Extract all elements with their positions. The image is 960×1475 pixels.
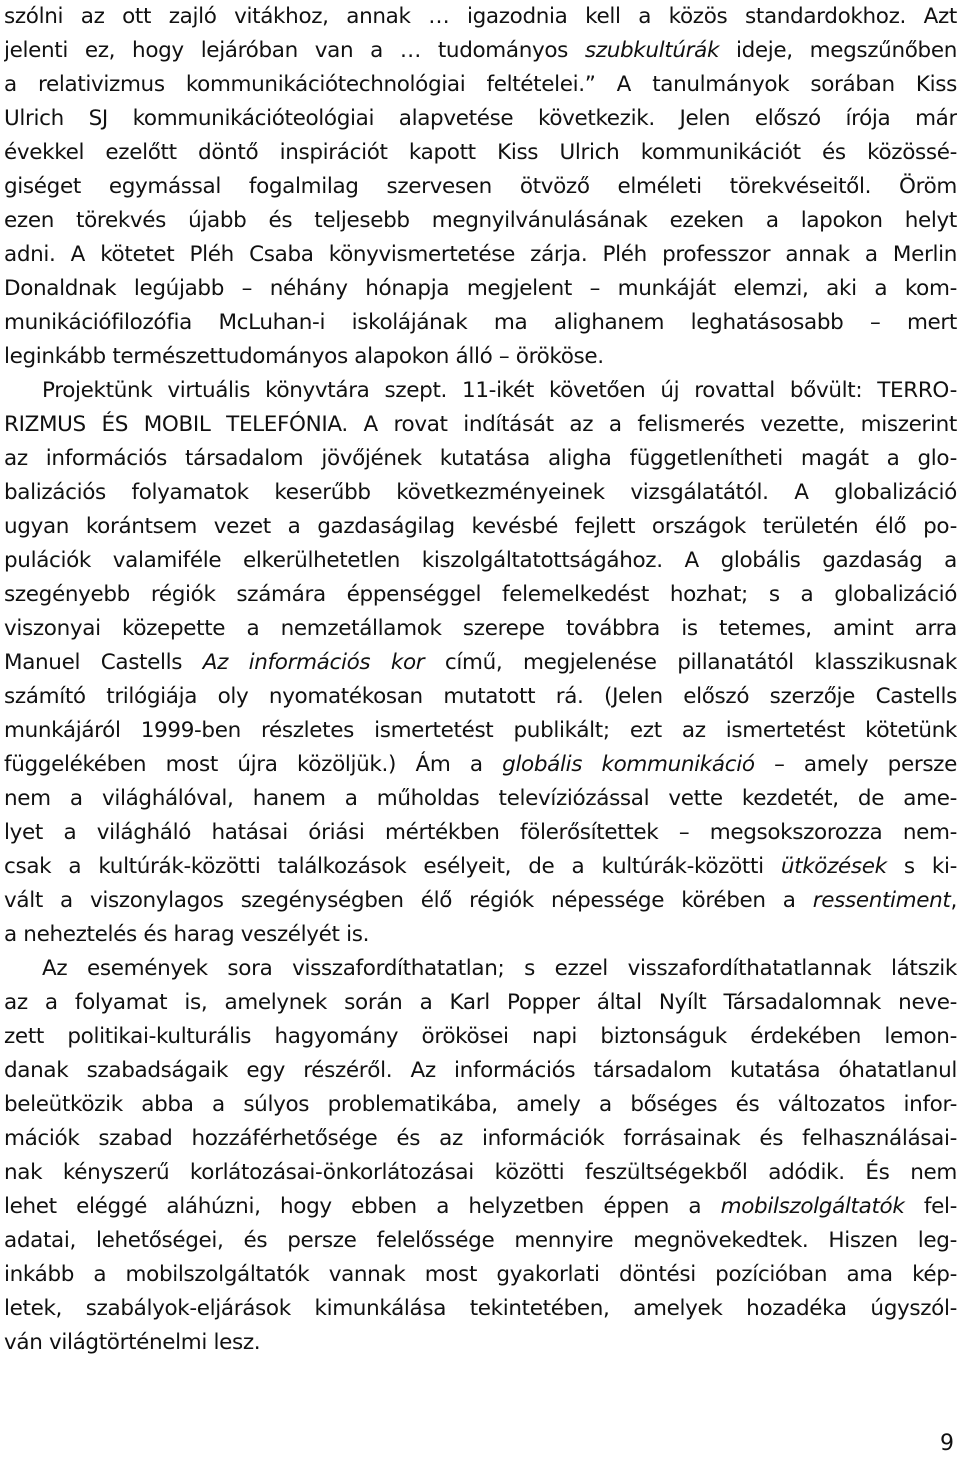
text-line — [4, 170, 957, 204]
text-segment: az a folyamat is, amelynek során a Karl Popper által Nyílt Társadalomnak neve- — [4, 990, 957, 1015]
text-segment: – amely persze — [754, 752, 957, 777]
text-segment: , — [950, 888, 957, 913]
text-segment: pulációk valamiféle elkerülhetetlen kiszolgáltatottságához. A globális gazdaság a — [4, 548, 957, 573]
text-line — [4, 1122, 957, 1156]
text-segment: a relativizmus kommunikációtechnológiai feltételei.” A tanulmányok sorában Kiss — [4, 72, 957, 97]
text-segment: jelenti ez, hogy lejáróban van a … tudományos — [4, 38, 585, 63]
text-segment: danak szabadságaik egy részéről. Az információs társadalom kutatása óhatatlanul — [4, 1058, 957, 1083]
text-line — [4, 714, 957, 748]
text-line — [4, 340, 957, 374]
text-segment: lehet eléggé aláhúzni, hogy ebben a helyzetben éppen a — [4, 1194, 721, 1219]
text-line — [4, 374, 957, 408]
text-line — [4, 986, 957, 1020]
italic-text: ressentiment — [812, 888, 951, 913]
italic-text: szubkultúrák — [584, 38, 720, 63]
text-line — [4, 408, 957, 442]
text-segment: Ulrich SJ kommunikációteológiai alapvetése következik. Jelen előszó írója már — [4, 106, 957, 131]
text-segment: beleütközik abba a súlyos problematikába, amely a bőséges és változatos infor- — [4, 1092, 957, 1117]
text-segment: lyet a világháló hatásai óriási mértékben fölerősítettek – megsokszorozza nem- — [4, 820, 957, 845]
text-segment: viszonyai közepette a nemzetállamok szerepe továbbra is tetemes, amint arra — [4, 616, 957, 641]
text-line — [4, 0, 957, 34]
text-line — [4, 1020, 957, 1054]
text-line — [4, 918, 957, 952]
text-segment: nem a világhálóval, hanem a műholdas televíziózással vette kezdetét, de ame- — [4, 786, 957, 811]
text-line — [4, 238, 957, 272]
italic-text: ütközések — [780, 854, 887, 879]
text-segment: Projektünk virtuális könyvtára szept. 11-ikét követően új rovattal bővült: TERRO- — [42, 378, 957, 403]
text-segment: munikációfilozófia McLuhan-i iskolájának ma alighanem leghatásosabb – mert — [4, 310, 957, 335]
text-line — [4, 884, 957, 918]
text-segment: a neheztelés és harag veszélyét is. — [4, 922, 370, 947]
text-segment: évekkel ezelőtt döntő inspirációt kapott Kiss Ulrich kommunikációt és közössé- — [4, 140, 957, 165]
text-segment: nak kényszerű korlátozásai-önkorlátozásai közötti feszültségekből adódik. És nem — [4, 1160, 957, 1185]
text-segment: számító trilógiája oly nyomatékosan mutatott rá. (Jelen előszó szerzője Castells — [4, 684, 957, 709]
text-line — [4, 952, 957, 986]
text-segment: ideje, megszűnőben — [719, 38, 957, 63]
italic-text: mobilszolgáltatók — [720, 1194, 905, 1219]
text-segment: s ki- — [886, 854, 957, 879]
text-segment: vált a viszonylagos szegénységben élő régiók népessége körében a — [4, 888, 813, 913]
text-line — [4, 510, 957, 544]
text-segment: ugyan korántsem vezet a gazdaságilag kevésbé fejlett országok területén élő po- — [4, 514, 957, 539]
text-segment: RIZMUS ÉS MOBIL TELEFÓNIA. A rovat indítását az a felismerés vezette, miszerint — [4, 412, 957, 437]
text-segment: inkább a mobilszolgáltatók vannak most gyakorlati döntési pozícióban ama kép- — [4, 1262, 957, 1287]
italic-text: Az információs kor — [202, 650, 425, 675]
text-segment: adatai, lehetőségei, és persze felelőssége mennyire megnövekedtek. Hiszen leg- — [4, 1228, 957, 1253]
text-segment: letek, szabályok-eljárások kimunkálása tekintetében, amelyek hozadéka úgyszól- — [4, 1296, 957, 1321]
text-line — [4, 1054, 957, 1088]
text-line — [4, 578, 957, 612]
text-line — [4, 816, 957, 850]
text-segment: ván világtörténelmi lesz. — [4, 1330, 261, 1355]
text-line — [4, 1258, 957, 1292]
text-segment: ezen törekvés újabb és teljesebb megnyilvánulásának ezeken a lapokon helyt — [4, 208, 957, 233]
text-line — [4, 748, 957, 782]
text-segment: csak a kultúrák-közötti találkozások esélyeit, de a kultúrák-közötti — [4, 854, 781, 879]
text-line — [4, 68, 957, 102]
document-body — [4, 0, 957, 1360]
italic-text: globális kommunikáció — [502, 752, 755, 777]
text-line — [4, 1326, 957, 1360]
text-line — [4, 1088, 957, 1122]
text-line — [4, 1190, 957, 1224]
text-line — [4, 272, 957, 306]
text-segment: munkájáról 1999-ben részletes ismertetést publikált; ezt az ismertetést kötetünk — [4, 718, 957, 743]
text-segment: szólni az ott zajló vitákhoz, annak … igazodnia kell a közös standardokhoz. Azt — [4, 4, 957, 29]
text-line — [4, 1156, 957, 1190]
text-line — [4, 1224, 957, 1258]
text-line — [4, 306, 957, 340]
text-line — [4, 680, 957, 714]
text-line — [4, 136, 957, 170]
text-segment: balizációs folyamatok keserűbb következményeinek vizsgálatától. A globalizáció — [4, 480, 957, 505]
text-segment: fel- — [904, 1194, 957, 1219]
text-line — [4, 544, 957, 578]
text-segment: Az események sora visszafordíthatatlan; s ezzel visszafordíthatatlannak látszik — [42, 956, 957, 981]
text-line — [4, 782, 957, 816]
text-line — [4, 442, 957, 476]
text-segment: giséget egymással fogalmilag szervesen ötvöző elméleti törekvéseitől. Öröm — [4, 174, 957, 199]
text-segment: című, megjelenése pillanatától klasszikusnak — [424, 650, 957, 675]
text-segment: függelékében most újra közöljük.) Ám a — [4, 752, 503, 777]
text-line — [4, 850, 957, 884]
text-segment: zett politikai-kulturális hagyomány örökösei napi biztonságuk érdekében lemon- — [4, 1024, 957, 1049]
text-line — [4, 102, 957, 136]
text-line — [4, 476, 957, 510]
text-line — [4, 34, 957, 68]
text-segment: Manuel Castells — [4, 650, 203, 675]
text-segment: leginkább természettudományos alapokon álló – örököse. — [4, 344, 604, 369]
text-line — [4, 646, 957, 680]
text-line — [4, 1292, 957, 1326]
page-number: 9 — [940, 1431, 954, 1456]
text-segment: szegényebb régiók számára éppenséggel felemelkedést hozhat; s a globalizáció — [4, 582, 957, 607]
text-segment: mációk szabad hozzáférhetősége és az információk forrásainak és felhasználásai- — [4, 1126, 957, 1151]
text-line — [4, 204, 957, 238]
text-segment: az információs társadalom jövőjének kutatása aligha függetlenítheti magát a glo- — [4, 446, 957, 471]
text-line — [4, 612, 957, 646]
text-segment: adni. A kötetet Pléh Csaba könyvismertetése zárja. Pléh professzor annak a Merlin — [4, 242, 957, 267]
text-segment: Donaldnak legújabb – néhány hónapja megjelent – munkáját elemzi, aki a kom- — [4, 276, 957, 301]
